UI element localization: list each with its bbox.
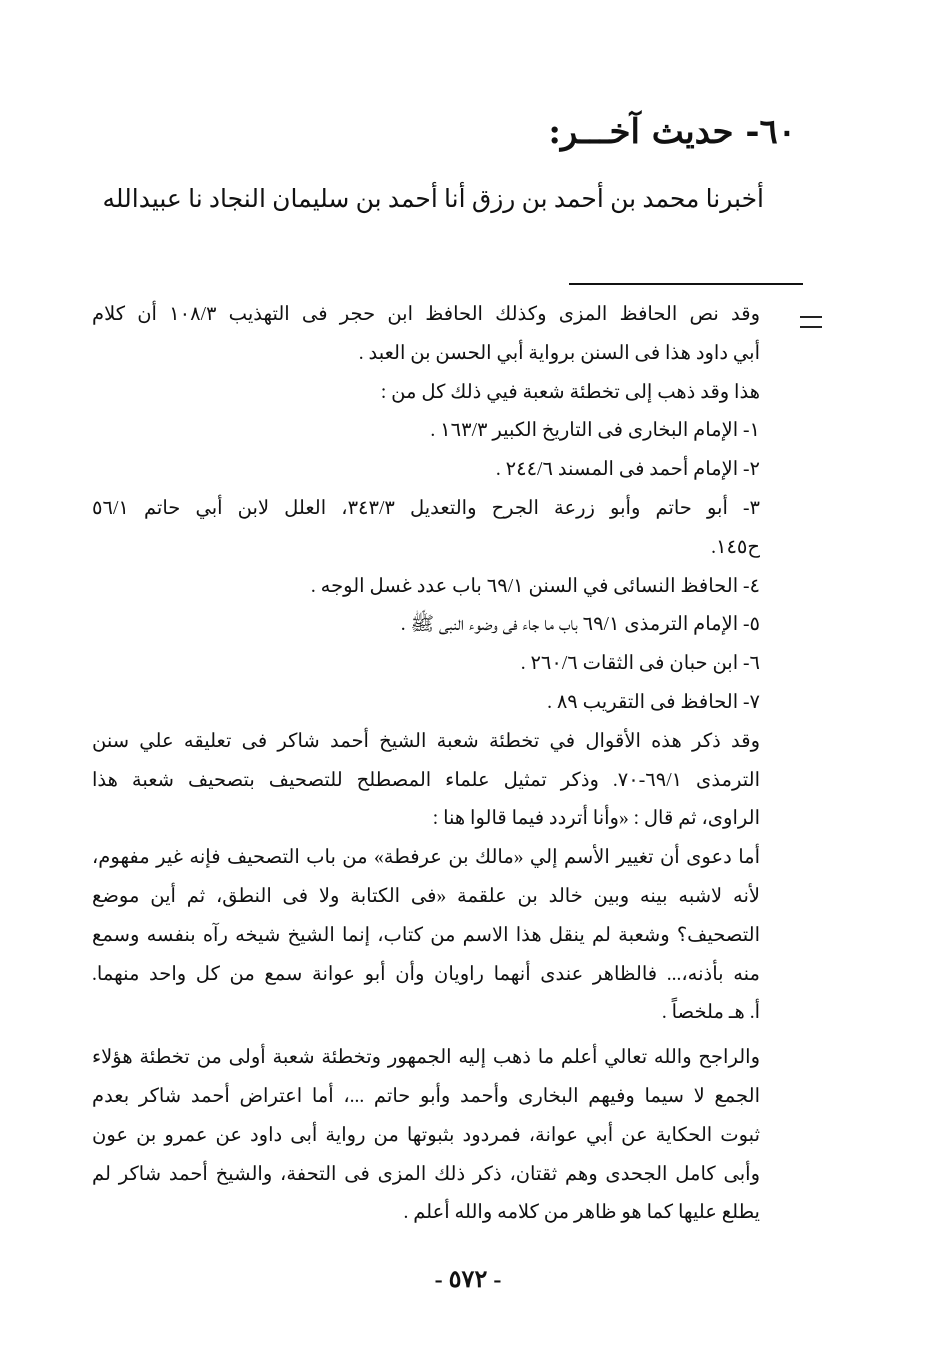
- footnote-line: أ. هـ ملخصاً .: [661, 1002, 760, 1024]
- footnote-line: ٢- الإمام أحمد فى المسند ٢٤٤/٦ .: [495, 459, 760, 481]
- footnote-line: يطلع عليها كما هو ظاهر من كلامه والله أعلم .: [403, 1202, 760, 1224]
- footnote-line: الراوى، ثم قال : «وأنا أتردد فيما قالوا هنا :: [432, 808, 760, 830]
- footnote-line: ح١٤٥.: [711, 536, 760, 558]
- footnote-line: ١- الإمام البخارى فى التاريخ الكبير ١٦٣/٣ .: [430, 420, 760, 442]
- footnote-separator: [569, 283, 803, 285]
- hadith-heading: ٦٠- حديث آخـــر:: [548, 112, 796, 152]
- footnote-line: الجمع لا سيما وفيهم البخارى وأحمد وأبو حاتم ...، أما اعتراض أحمد شاكر بعدم: [92, 1085, 760, 1107]
- footnote-line: أما دعوى أن تغيير الأسم إلي «مالك بن عرفطة» من باب التصحيف فإنه غير مفهوم،: [92, 847, 760, 869]
- footnote-line: منه بأذنه،... فالظاهر عندى أنهما راويان وأن أبو عوانة سمع من كل واحد منهما.: [92, 963, 760, 985]
- page-number: - ٥٧٢ -: [434, 1267, 502, 1293]
- footnote-line: وقد نص الحافظ المزى وكذلك الحافظ ابن حجر فى التهذيب ١٠٨/٣ أن كلام: [92, 304, 760, 325]
- footnote-line: ٦- ابن حبان فى الثقات ٢٦٠/٦ .: [520, 653, 760, 675]
- footnote-line: ٧- الحافظ فى التقريب ٨٩ .: [547, 691, 760, 713]
- footnote-line: والراجح والله تعالي أعلم ما ذهب إليه الجمهور وتخطئة شعبة أولى من تخطئة هؤلاء: [92, 1047, 760, 1069]
- footnote-line: أبي داود هذا فى السنن برواية أبي الحسن بن العبد .: [358, 342, 760, 364]
- footnote-line: ٥- الإمام الترمذى ٦٩/١ باب ما جاء فى وضوء النبى ﷺ .: [400, 614, 760, 636]
- footnote-line: هذا وقد ذهب إلى تخطئة شعبة فيي ذلك كل من :: [380, 381, 760, 403]
- footnote-line: لأنه لاشبه بينه وبين خالد بن علقمة «فى الكتابة ولا فى النطق، ثم أين موضع: [92, 885, 760, 907]
- footnote-line: وقد ذكر هذه الأقوال في تخطئة شعبة الشيخ أحمد شاكر فى تعليقه علي سنن: [92, 730, 760, 752]
- footnote-line: وأبى كامل الجحدى وهم ثقتان، ذكر ذلك المزى فى التحفة، والشيخ أحمد شاكر لم: [92, 1163, 760, 1185]
- footnote-line: التصحيف؟ وشعبة لم ينقل هذا الاسم من كتاب، إنما الشيخ شيخه رآه بنفسه وسمع: [92, 924, 760, 946]
- main-text-line: أخبرنا محمد بن أحمد بن رزق أنا أحمد بن سليمان النجاد نا عبيدالله: [102, 186, 764, 213]
- footnote-line: ٣- أبو حاتم وأبو زرعة الجرح والتعديل ٣٤٣/٣، العلل لابن أبي حاتم ٥٦/١: [92, 497, 760, 519]
- footnote-line: الترمذى ٦٩/١-٧٠. وذكر تمثيل علماء المصطلح للتصحيف بتصحيف شعبة هذا: [92, 769, 760, 791]
- footnote-line: ٤- الحافظ النسائى في السنن ٦٩/١ باب عدد غسل الوجه .: [310, 575, 760, 597]
- footnote-continuation-mark: [800, 316, 822, 328]
- footnotes-block: [92, 296, 760, 1233]
- footnote-line: ثبوت الحكاية عن أبي عوانة، فمردود بثبوتها من رواية أبى داود عن عمرو بن عون: [92, 1124, 760, 1146]
